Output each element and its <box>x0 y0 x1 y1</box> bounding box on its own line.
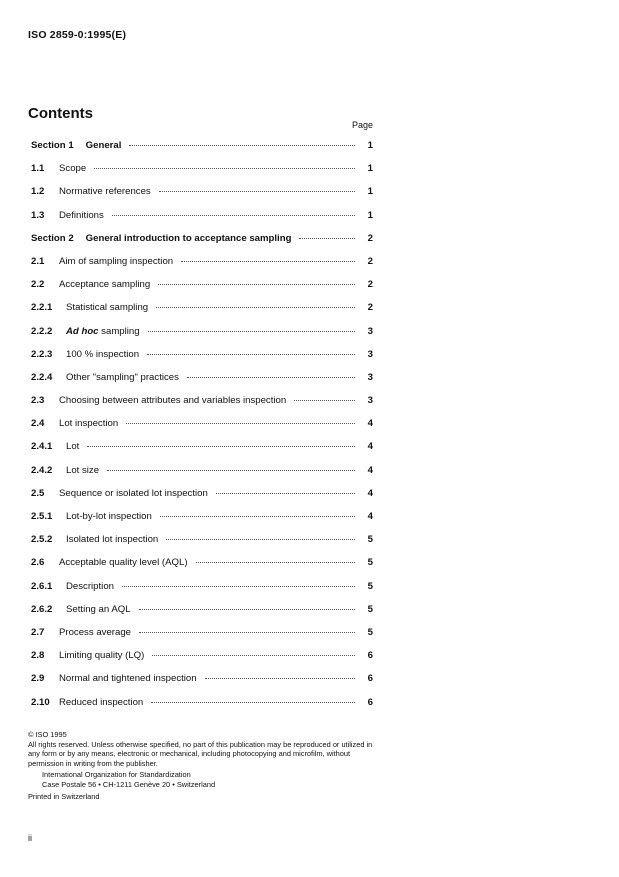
toc-entry-page: 4 <box>367 418 373 430</box>
toc-entry[interactable] <box>31 673 373 696</box>
toc-entry-number: 2.5.2 <box>31 534 53 546</box>
toc-entry-page: 3 <box>367 325 373 337</box>
table-of-contents <box>31 140 373 720</box>
toc-entry-title: Lot-by-lot inspection <box>66 511 152 522</box>
toc-entry[interactable] <box>31 511 373 534</box>
toc-entry-number: 2.1 <box>31 255 45 267</box>
toc-leader-dots <box>152 655 355 656</box>
toc-leader-dots <box>139 632 355 633</box>
toc-entry-number: 2.2 <box>31 279 45 291</box>
toc-entry-number: 2.4.1 <box>31 441 53 453</box>
toc-entry-page: 5 <box>367 603 373 615</box>
toc-entry-number: 1.1 <box>31 163 45 175</box>
toc-entry[interactable] <box>31 140 373 163</box>
toc-entry[interactable] <box>31 302 373 325</box>
toc-entry-title: Normal and tightened inspection <box>59 673 197 685</box>
toc-entry-title: Normative references <box>59 186 151 198</box>
toc-entry[interactable] <box>31 372 373 395</box>
toc-entry[interactable] <box>31 395 373 418</box>
toc-entry-number: 1.3 <box>31 209 45 221</box>
toc-entry-page: 1 <box>367 209 373 221</box>
toc-entry-page: 5 <box>367 626 373 638</box>
toc-entry-title-emphasis: Ad hoc <box>66 325 99 337</box>
toc-entry[interactable] <box>31 233 373 256</box>
toc-entry-page: 4 <box>367 464 373 476</box>
toc-entry-number: 2.2.2 <box>31 325 53 337</box>
toc-entry-number: Section 2 <box>31 232 74 244</box>
toc-entry[interactable] <box>31 186 373 209</box>
toc-entry-title-rest: sampling <box>98 325 140 337</box>
toc-entry-title: Description <box>66 580 114 592</box>
toc-leader-dots <box>205 678 355 679</box>
toc-entry[interactable] <box>31 604 373 627</box>
toc-entry-title: Isolated lot inspection <box>66 534 159 546</box>
toc-entry-number: 2.2.4 <box>31 371 53 383</box>
toc-entry-page: 1 <box>367 140 373 151</box>
toc-entry-number: 2.6.2 <box>31 603 53 615</box>
toc-entry-page: 6 <box>367 650 373 662</box>
copyright-line: © ISO 1995 <box>28 730 67 739</box>
toc-leader-dots <box>166 539 355 540</box>
toc-leader-dots <box>122 586 355 587</box>
toc-leader-dots <box>158 284 355 285</box>
toc-leader-dots <box>156 307 355 308</box>
toc-entry[interactable] <box>31 627 373 650</box>
toc-entry-number: 2.10 <box>31 696 50 708</box>
toc-entry[interactable] <box>31 326 373 349</box>
toc-entry-title: Lot <box>66 441 80 453</box>
toc-entry-number: 1.2 <box>31 186 45 198</box>
toc-entry-title: Limiting quality (LQ) <box>59 650 145 662</box>
printed-in: Printed in Switzerland <box>28 791 100 801</box>
toc-entry-number: 2.3 <box>31 395 45 407</box>
toc-entry-page: 4 <box>367 441 373 453</box>
toc-entry-number: 2.4 <box>31 418 45 430</box>
toc-entry-number: 2.5 <box>31 487 45 499</box>
rights-statement: All rights reserved. Unless otherwise specified, no part of this publication may be reproduced or utilized in any form or by any means, electronic or mechanical, including photocopying and microfilm, without permission in writing from the publisher. <box>28 739 373 768</box>
copyright-notice <box>28 730 378 801</box>
toc-entry-number: 2.2.3 <box>31 348 53 360</box>
toc-leader-dots <box>160 516 355 517</box>
toc-entry-title: Lot inspection <box>59 418 119 430</box>
toc-entry-page: 1 <box>367 163 373 175</box>
toc-entry-number: 2.6 <box>31 557 45 569</box>
toc-leader-dots <box>187 377 355 378</box>
toc-entry-page: 6 <box>367 696 373 708</box>
toc-entry-title: Sequence or isolated lot inspection <box>59 487 208 499</box>
toc-entry-number: 2.4.2 <box>31 464 53 476</box>
toc-entry-page: 3 <box>367 348 373 360</box>
toc-entry-page: 5 <box>367 557 373 569</box>
toc-entry-title: Acceptable quality level (AQL) <box>59 557 188 569</box>
contents-heading: Contents <box>28 105 93 122</box>
toc-leader-dots <box>299 238 355 239</box>
document-id: ISO 2859-0:1995(E) <box>28 29 127 41</box>
toc-leader-dots <box>94 168 355 169</box>
toc-leader-dots <box>151 702 355 703</box>
toc-entry-page: 5 <box>367 580 373 592</box>
toc-entry-page: 2 <box>367 255 373 267</box>
toc-leader-dots <box>87 446 355 447</box>
toc-entry[interactable] <box>31 557 373 580</box>
toc-entry-page: 3 <box>367 395 373 407</box>
toc-entry-number: Section 1 <box>31 140 74 151</box>
toc-entry[interactable] <box>31 163 373 186</box>
page-column-label: Page <box>352 120 374 130</box>
toc-entry[interactable] <box>31 418 373 441</box>
toc-entry-title: Scope <box>59 163 87 175</box>
toc-entry-number: 2.7 <box>31 626 45 638</box>
toc-entry[interactable] <box>31 581 373 604</box>
toc-entry-page: 2 <box>367 279 373 291</box>
toc-entry-title: Aim of sampling inspection <box>59 255 174 267</box>
toc-entry-title <box>66 326 140 337</box>
toc-entry-page: 5 <box>367 534 373 546</box>
toc-leader-dots <box>148 331 355 332</box>
toc-entry-title: Choosing between attributes and variables inspection <box>59 395 287 407</box>
toc-leader-dots <box>147 354 355 355</box>
toc-entry[interactable] <box>31 441 373 464</box>
toc-entry-title: Definitions <box>59 209 104 221</box>
toc-entry-page: 3 <box>367 371 373 383</box>
toc-entry[interactable] <box>31 650 373 673</box>
toc-entry-page: 4 <box>367 511 373 522</box>
toc-entry-number: 2.5.1 <box>31 511 53 522</box>
page-number: ii <box>28 833 32 843</box>
toc-entry-title: Lot size <box>66 464 100 476</box>
toc-entry-page: 2 <box>367 232 373 244</box>
toc-entry[interactable] <box>31 465 373 488</box>
toc-entry[interactable] <box>31 256 373 279</box>
toc-entry[interactable] <box>31 534 373 557</box>
toc-entry-title: Reduced inspection <box>59 696 144 708</box>
toc-leader-dots <box>294 400 355 401</box>
toc-entry-title: General <box>85 140 122 151</box>
toc-leader-dots <box>107 470 355 471</box>
toc-entry-title: Acceptance sampling <box>59 279 151 291</box>
toc-leader-dots <box>126 423 355 424</box>
toc-leader-dots <box>159 191 355 192</box>
toc-leader-dots <box>129 145 355 146</box>
toc-entry[interactable] <box>31 210 373 233</box>
toc-entry-number: 2.8 <box>31 650 45 662</box>
toc-entry[interactable] <box>31 697 373 720</box>
toc-entry[interactable] <box>31 279 373 302</box>
toc-entry[interactable] <box>31 349 373 372</box>
toc-entry-number: 2.2.1 <box>31 302 53 314</box>
toc-entry-number: 2.6.1 <box>31 580 53 592</box>
toc-entry-title: Setting an AQL <box>66 603 131 615</box>
toc-leader-dots <box>112 215 355 216</box>
organization-address: Case Postale 56 • CH-1211 Genève 20 • Switzerland <box>42 779 216 789</box>
toc-entry-page: 1 <box>367 186 373 198</box>
toc-leader-dots <box>181 261 355 262</box>
toc-entry-title: General introduction to acceptance sampling <box>85 232 292 244</box>
toc-entry-number: 2.9 <box>31 673 45 685</box>
toc-entry[interactable] <box>31 488 373 511</box>
toc-entry-title: Process average <box>59 626 131 638</box>
toc-leader-dots <box>196 562 355 563</box>
toc-entry-page: 2 <box>367 302 373 314</box>
toc-leader-dots <box>139 609 355 610</box>
organization-name: International Organization for Standardization <box>42 770 191 780</box>
toc-entry-title: Other "sampling" practices <box>66 371 179 383</box>
toc-entry-title: Statistical sampling <box>66 302 149 314</box>
toc-entry-page: 4 <box>367 487 373 499</box>
toc-leader-dots <box>216 493 355 494</box>
toc-entry-page: 6 <box>367 673 373 685</box>
toc-entry-title: 100 % inspection <box>66 348 140 360</box>
